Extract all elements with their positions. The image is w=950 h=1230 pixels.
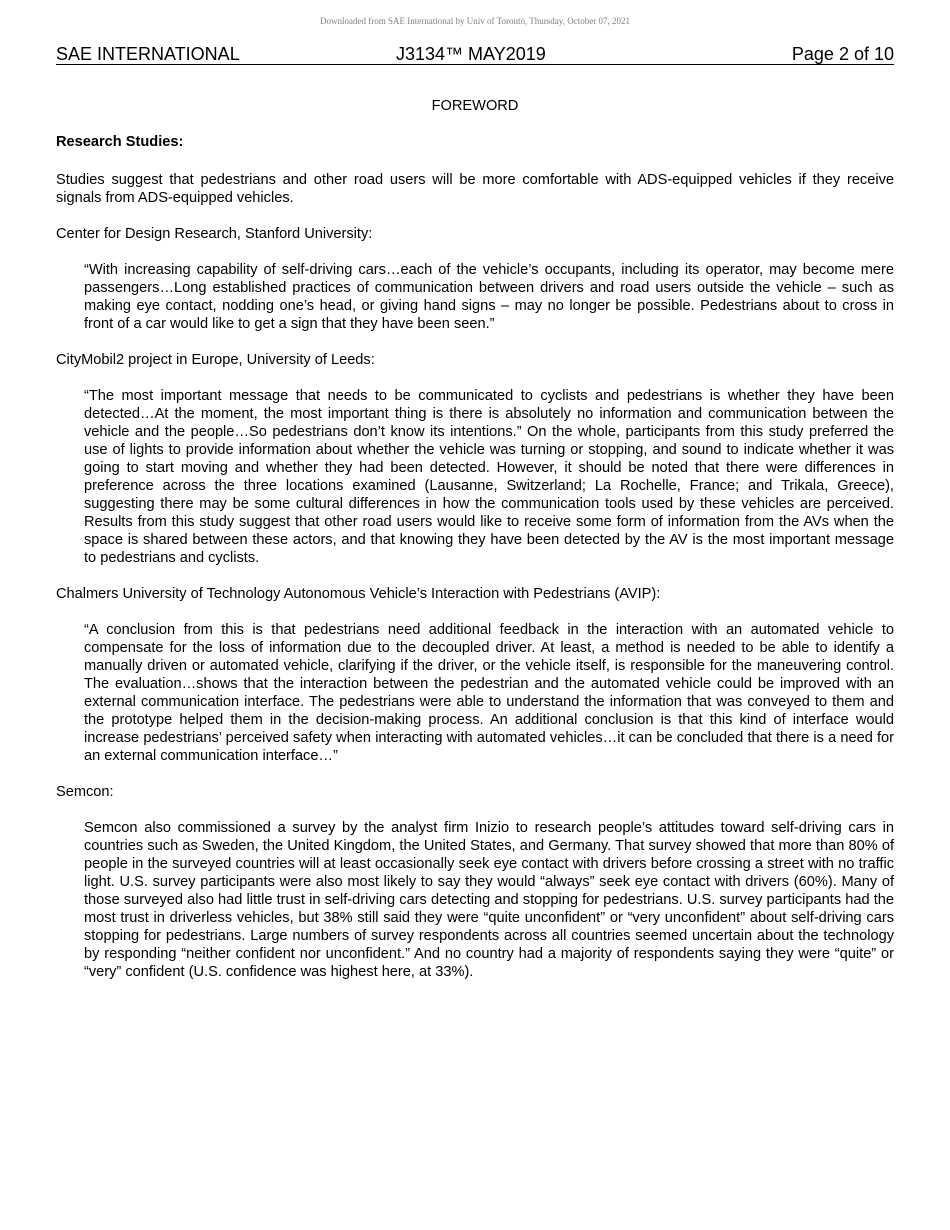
header-page-number: Page 2 of 10 [791,44,894,64]
intro-paragraph: Studies suggest that pedestrians and other road users will be more comfortable with ADS-equipped vehicles if they receive signals from ADS-equipped vehicles. [56,172,894,206]
study-source-citymobil2: CityMobil2 project in Europe, University of Leeds: [56,352,375,368]
study-source-semcon: Semcon: [56,784,114,800]
subheading: Research Studies: [56,134,184,150]
study-quote-semcon: Semcon also commissioned a survey by the analyst firm Inizio to research people’s attitudes toward self-driving cars in countries such as Sweden, the United Kingdom, the United States, and Germany. That survey showed that more than 80% of people in the surveyed countries will at least occasionally seek eye contact with drivers before crossing a street with no traffic light. U.S. survey participants were also most likely to say they would “always” seek eye contact with drivers (60%). Many of those surveyed also had little trust in self-driving cars detecting and stopping for pedestrians. U.S. survey participants had the most trust in driverless vehicles, but 38% still said they were “quite unconfident” or “very unconfident” about self-driving cars stopping for pedestrians. Large numbers of survey respondents across all countries seemed uncertain about the technology by responding “neither confident nor unconfident.” And no country had a majority of respondents saying they were “quite” or “very” confident (U.S. confidence was highest here, at 33%). [84,820,894,980]
study-quote-chalmers: “A conclusion from this is that pedestrians need additional feedback in the interaction with an automated vehicle to compensate for the loss of information due to the decoupled driver. At least, a method is needed to be able to identify a manually driven or automated vehicle, clarifying if the driver, or the vehicle itself, is responsible for the maneuvering control. The evaluation…shows that the interaction between the pedestrian and the automated vehicle could be improved with an external communication interface. The pedestrians were able to understand the information that was conveyed to them and the prototype helped them in the decision-making process. An additional conclusion is that this kind of interface would increase pedestrians’ perceived safety when interacting with automated vehicles…it can be concluded that there is a need for an external communication interface…” [84,622,894,764]
study-source-chalmers: Chalmers University of Technology Autonomous Vehicle’s Interaction with Pedestrians (AVIP): [56,586,661,602]
download-watermark: Downloaded from SAE International by Univ of Toronto, Thursday, October 07, 2021 [320,16,630,26]
section-title: FOREWORD [431,98,519,114]
document-body [56,97,894,999]
study-quote-stanford: “With increasing capability of self-driving cars…each of the vehicle’s occupants, including its operator, may become mere passengers…Long established practices of communication between drivers and road users outside the vehicle – such as making eye contact, nodding one’s head, or giving hand signs – may no longer be possible. Pedestrians about to cross in front of a car would like to get a sign that they have been seen.” [84,262,894,332]
study-quote-citymobil2: “The most important message that needs to be communicated to cyclists and pedestrians is whether they have been detected…At the moment, the most important thing is there is absolutely no information and communication between the vehicle and the people…So pedestrians don’t know its intentions.” On the whole, participants from this study preferred the use of lights to provide information about whether the vehicle was turning or stopping, and sound to indicate whether it was going to start moving and whether they had been detected. However, it should be noted that there were differences in preference across the three locations examined (Lausanne, Switzerland; La Rochelle, France; and Trikala, Greece), suggesting there may be some cultural differences in how the communication tools used by these vehicles are perceived. Results from this study suggest that other road users would like to receive some form of information from the AVs when the space is shared between these actors, and that knowing they have been detected by the AV is the most important message to pedestrians and cyclists. [84,388,894,566]
header-document-id: J3134™ MAY2019 [396,44,546,64]
running-header [56,44,894,65]
header-organization: SAE INTERNATIONAL [56,44,240,64]
study-source-stanford: Center for Design Research, Stanford University: [56,226,373,242]
